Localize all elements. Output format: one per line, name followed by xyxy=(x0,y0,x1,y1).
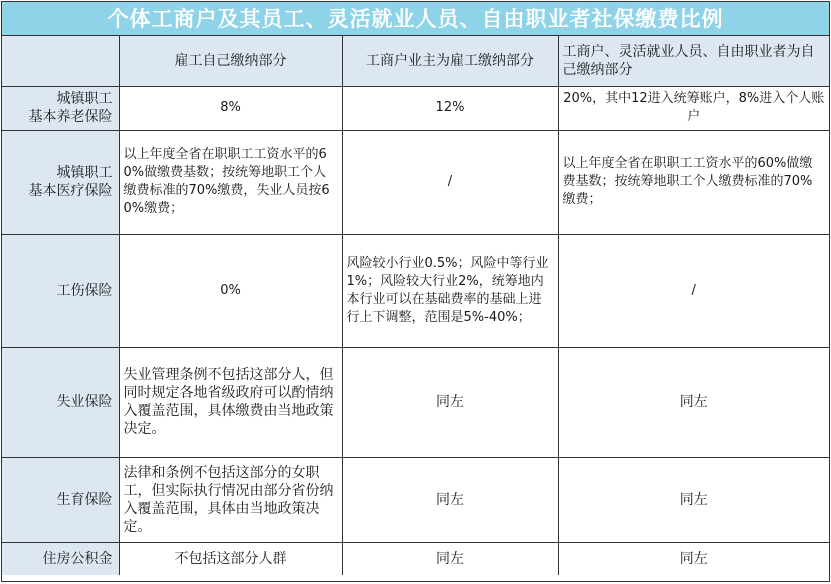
cell-employee: 失业管理条例不包括这部分人，但同时规定各地省级政府可以酌情纳入覆盖范围，具体缴费由当地政策决定。 xyxy=(119,347,342,457)
cell-self: 以上年度全省在职职工工资水平的60%做缴费基数；按统筹地职工个人缴费标准的70%缴费； xyxy=(558,130,829,234)
row-label xyxy=(2,86,119,130)
table-row-maternity xyxy=(2,457,829,542)
cell-employee: 法律和条例不包括这部分的女职工，但实际执行情况由部分省份纳入覆盖范围，具体由当地政策决定。 xyxy=(119,457,342,542)
cell-owner: 同左 xyxy=(342,542,558,575)
row-label-line1: 城镇职工 xyxy=(56,91,113,107)
table-row-medical xyxy=(2,130,829,234)
cell-owner: 12% xyxy=(342,86,558,130)
cell-owner: 同左 xyxy=(342,457,558,542)
cell-owner: 风险较小行业0.5%；风险中等行业1%；风险较大行业2%，统筹地内本行业可以在基础费率的基础上进行上下调整，范围是5%-40%； xyxy=(342,234,558,347)
header-self: 工商户、灵活就业人员、自由职业者为自己缴纳部分 xyxy=(558,36,829,86)
row-label: 工伤保险 xyxy=(2,234,119,347)
row-label xyxy=(2,130,119,234)
row-label: 住房公积金 xyxy=(2,542,119,575)
row-label-line2: 基本医疗保险 xyxy=(28,183,113,199)
table-row-unemployment xyxy=(2,347,829,457)
cell-employee: 8% xyxy=(119,86,342,130)
contribution-table-container xyxy=(1,1,830,582)
cell-employee: 以上年度全省在职职工工资水平的60%做缴费基数；按统筹地职工个人缴费标准的70%缴费，失业人员按60%缴费； xyxy=(119,130,342,234)
table-row-work-injury xyxy=(2,234,829,347)
row-label: 生育保险 xyxy=(2,457,119,542)
row-label-line2: 基本养老保险 xyxy=(28,109,113,125)
cell-self: 同左 xyxy=(558,457,829,542)
cell-self: 同左 xyxy=(558,347,829,457)
contribution-table xyxy=(2,36,829,575)
table-title: 个体工商户及其员工、灵活就业人员、自由职业者社保缴费比例 xyxy=(2,2,829,36)
cell-employee: 0% xyxy=(119,234,342,347)
cell-owner: / xyxy=(342,130,558,234)
header-employee: 雇工自己缴纳部分 xyxy=(119,36,342,86)
cell-self: / xyxy=(558,234,829,347)
cell-owner: 同左 xyxy=(342,347,558,457)
header-corner-cell xyxy=(2,36,119,86)
cell-self: 同左 xyxy=(558,542,829,575)
table-row-housing-fund xyxy=(2,542,829,575)
table-row-pension xyxy=(2,86,829,130)
row-label-line1: 城镇职工 xyxy=(56,165,113,181)
table-header-row xyxy=(2,36,829,86)
row-label: 失业保险 xyxy=(2,347,119,457)
header-owner-for-employee: 工商户业主为雇工缴纳部分 xyxy=(342,36,558,86)
cell-employee: 不包括这部分人群 xyxy=(119,542,342,575)
cell-self: 20%，其中12进入统筹账户，8%进入个人账户 xyxy=(558,86,829,130)
